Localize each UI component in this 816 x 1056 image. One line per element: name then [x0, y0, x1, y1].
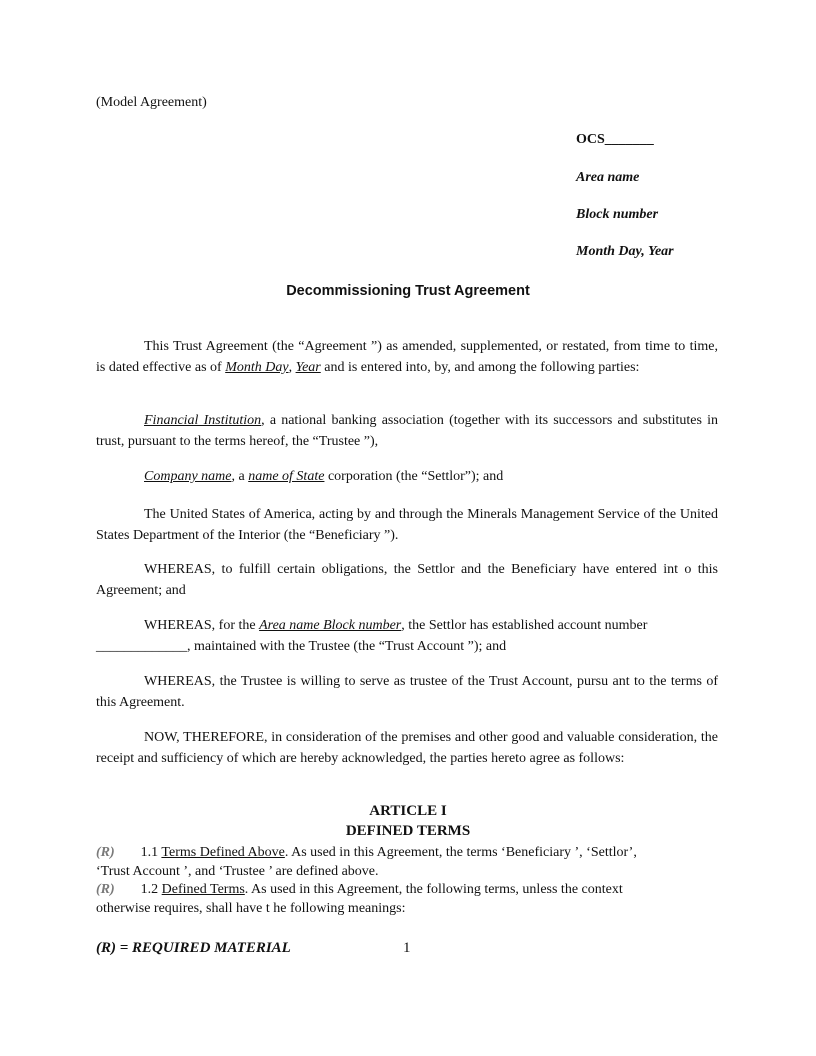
whereas-account-line-1 [96, 615, 718, 636]
section-1-1-number: 1.1 [140, 845, 162, 860]
whereas-account-paragraph [96, 615, 718, 657]
section-1-1-line-2: ‘Trust Account ’, and ‘Trustee ’ are defined above. [96, 864, 379, 879]
section-1-2-number: 1.2 [140, 882, 162, 897]
party-trustee-text: , a national banking association (together with its successors and substitutes in trust, pursuant to the terms hereof, the “Trustee ”), [96, 413, 718, 449]
party-settlor-mid: , a [231, 469, 249, 484]
article-number: ARTICLE I [369, 803, 447, 819]
intro-date-year: Year [295, 360, 321, 375]
whereas-willing-paragraph: WHEREAS, the Trustee is willing to serve as trustee of the Trust Account, pursu ant to the terms of this Agreement. [96, 674, 718, 710]
party-settlor-paragraph [96, 466, 718, 487]
intro-sep: , [288, 360, 296, 375]
state-name: name of State [248, 469, 325, 484]
whereas-obligations-paragraph: WHEREAS, to fulfill certain obligations, the Settlor and the Beneficiary have entered int o this Agreement; and [96, 562, 718, 598]
whereas-account-text: , the Settlor has established account number [401, 618, 648, 633]
block-number: Block number [576, 207, 659, 222]
required-marker: (R) [96, 845, 115, 860]
required-material-footer: (R) = REQUIRED MATERIAL [96, 940, 291, 956]
required-marker: (R) [96, 882, 115, 897]
intro-paragraph [96, 336, 718, 378]
article-heading: DEFINED TERMS [345, 823, 471, 839]
section-1-2-line-2: otherwise requires, shall have t he following meanings: [96, 901, 406, 916]
area-block-reference: Area name Block number [259, 618, 402, 633]
intro-date-month: Month Day [225, 360, 289, 375]
ocs-field: OCS_______ [576, 132, 654, 147]
now-therefore-paragraph: NOW, THEREFORE, in consideration of the premises and other good and valuable consideration, the receipt and sufficiency of which are hereby acknowledged, the parties hereto agree as follows: [96, 730, 718, 766]
financial-institution-name: Financial Institution [144, 413, 262, 428]
whereas-account-lead: WHEREAS, for the [144, 618, 260, 633]
section-1-2-text: . As used in this Agreement, the following terms, unless the context [244, 882, 623, 897]
intro-text-1: This Trust Agreement (the “Agreement ”) as amended, supplemented, or restated, from time to time, is dated effective as of [96, 339, 718, 375]
company-name: Company name [144, 469, 232, 484]
intro-text-2: and is entered into, by, and among the following parties: [320, 360, 640, 375]
section-1-1 [96, 843, 637, 881]
section-1-1-title: Terms Defined Above [161, 845, 285, 860]
section-1-1-text: . As used in this Agreement, the terms ‘Beneficiary ’, ‘Settlor’, [284, 845, 637, 860]
model-agreement-label: (Model Agreement) [96, 95, 207, 110]
party-trustee-paragraph [96, 410, 718, 452]
section-1-2 [96, 880, 623, 918]
party-beneficiary-paragraph: The United States of America, acting by and through the Minerals Management Service of the United States Department of the Interior (the “Beneficiary ”). [96, 507, 718, 543]
page-number: 1 [403, 940, 411, 956]
party-settlor-text: corporation (the “Settlor”); and [324, 469, 504, 484]
whereas-account-line-2: _____________, maintained with the Trustee (the “Trust Account ”); and [96, 639, 507, 654]
section-1-2-title: Defined Terms [161, 882, 245, 897]
header-date: Month Day, Year [576, 244, 674, 259]
document-title: Decommissioning Trust Agreement [286, 283, 530, 299]
area-name: Area name [576, 170, 640, 185]
